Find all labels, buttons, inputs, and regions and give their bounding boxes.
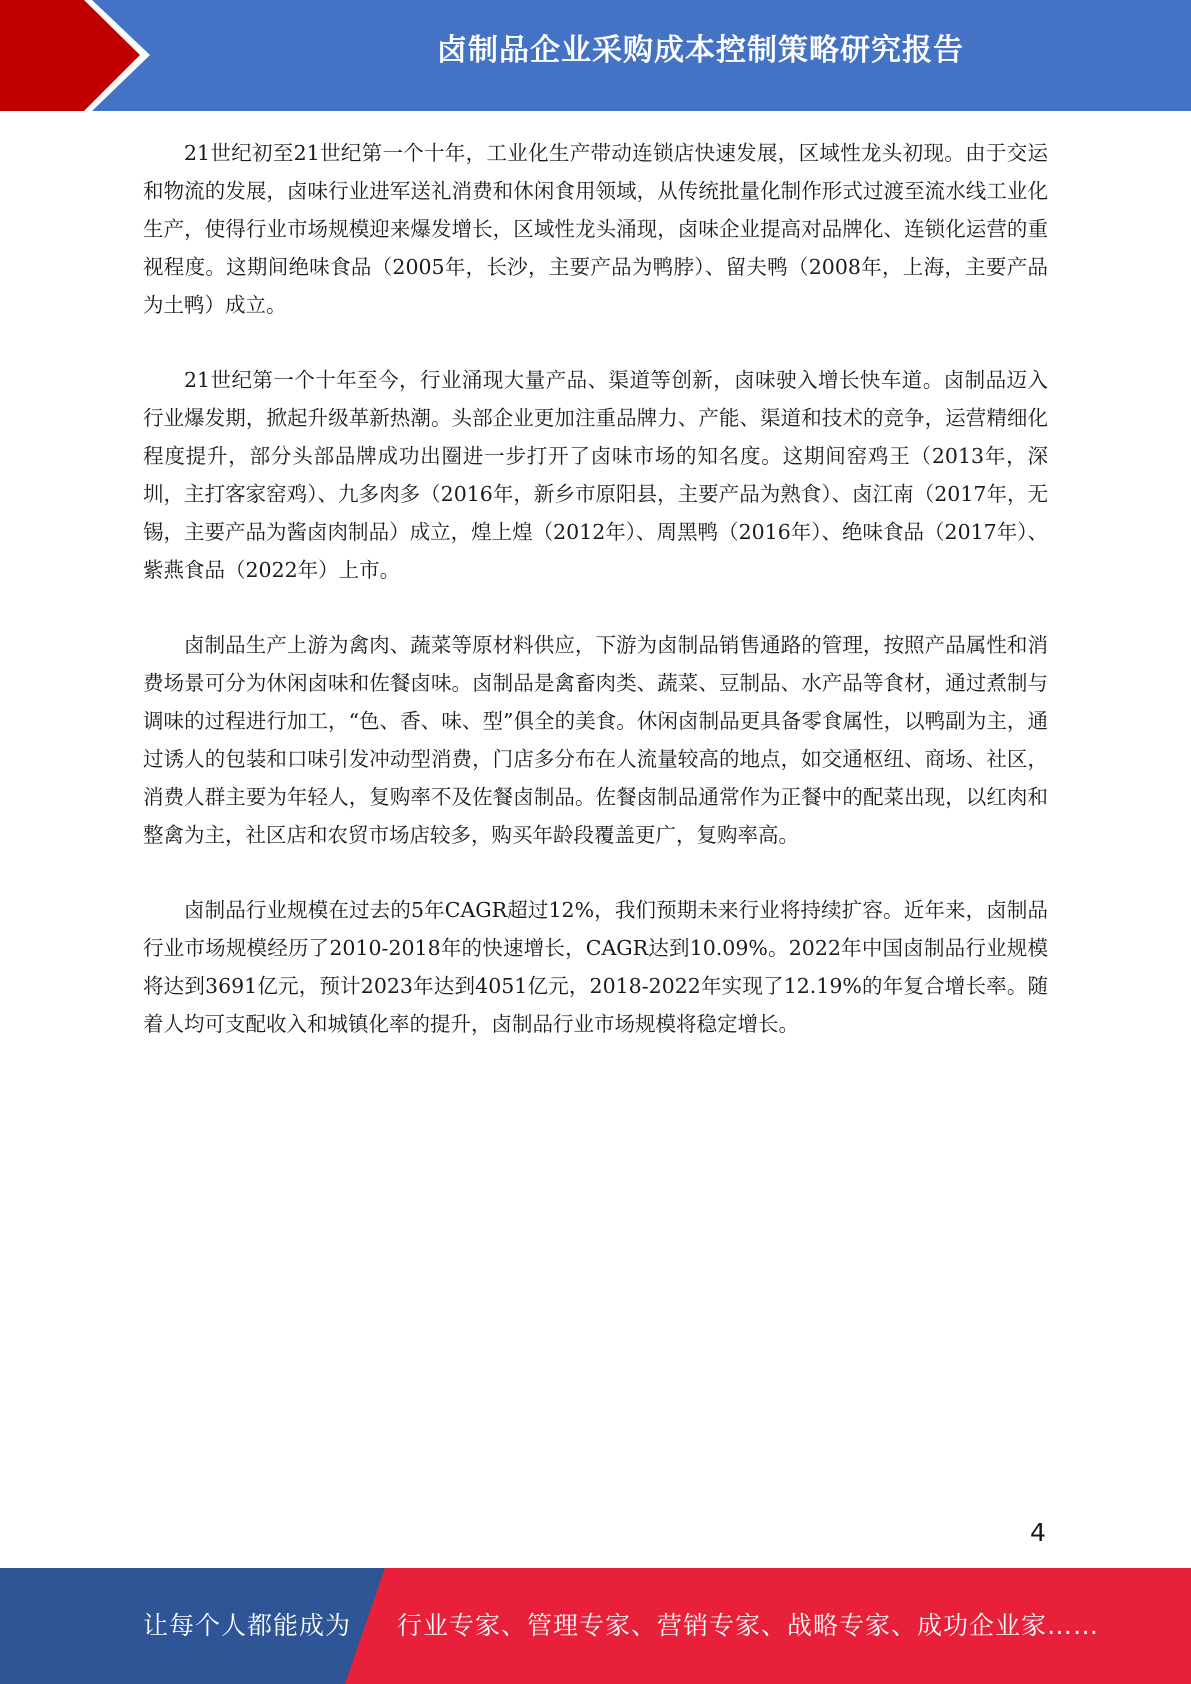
paragraph-1: 21世纪初至21世纪第一个十年，工业化生产带动连锁店快速发展，区域性龙头初现。由于交运和物流的发展，卤味行业进军送礼消费和休闲食用领域，从传统批量化制作形式过渡至流水线工业化生产，使得行业市场规模迎来爆发增长，区域性龙头涌现，卤味企业提高对品牌化、连锁化运营的重视程度。这期间绝味食品（2005年，长沙，主要产品为鸭脖）、留夫鸭（2008年，上海，主要产品为土鸭）成立。 xyxy=(143,141,1048,317)
page-header xyxy=(0,0,1191,111)
page-number: 4 xyxy=(1030,1518,1046,1547)
paragraph-3: 卤制品生产上游为禽肉、蔬菜等原材料供应，下游为卤制品销售通路的管理，按照产品属性和消费场景可分为休闲卤味和佐餐卤味。卤制品是禽畜肉类、蔬菜、豆制品、水产品等食材，通过煮制与调味的过程进行加工，“色、香、味、型”俱全的美食。休闲卤制品更具备零食属性，以鸭副为主，通过诱人的包装和口味引发冲动型消费，门店多分布在人流量较高的地点，如交通枢纽、商场、社区，消费人群主要为年轻人，复购率不及佐餐卤制品。佐餐卤制品通常作为正餐中的配菜出现，以红肉和整禽为主，社区店和农贸市场店较多，购买年龄段覆盖更广，复购率高。 xyxy=(143,633,1048,847)
document-body xyxy=(143,134,1048,1080)
footer-slogan-left: 让每个人都能成为 xyxy=(143,1611,352,1640)
paragraph-4: 卤制品行业规模在过去的5年CAGR超过12%，我们预期未来行业将持续扩容。近年来，卤制品行业市场规模经历了2010-2018年的快速增长，CAGR达到10.09%。2022年中国卤制品行业规模将达到3691亿元，预计2023年达到4051亿元，2018-2022年实现了12.19%的年复合增长率。随着人均可支配收入和城镇化率的提升，卤制品行业市场规模将稳定增长。 xyxy=(143,898,1048,1036)
page-footer xyxy=(0,1568,1191,1684)
paragraph-2: 21世纪第一个十年至今，行业涌现大量产品、渠道等创新，卤味驶入增长快车道。卤制品迈入行业爆发期，掀起升级革新热潮。头部企业更加注重品牌力、产能、渠道和技术的竞争，运营精细化程度提升，部分头部品牌成功出圈进一步打开了卤味市场的知名度。这期间窑鸡王（2013年，深圳，主打客家窑鸡）、九多肉多（2016年，新乡市原阳县，主要产品为熟食）、卤江南（2017年，无锡，主要产品为酱卤肉制品）成立，煌上煌（2012年）、周黑鸭（2016年）、绝味食品（2017年）、紫燕食品（2022年）上市。 xyxy=(143,368,1048,582)
report-title: 卤制品企业采购成本控制策略研究报告 xyxy=(437,33,964,68)
footer-slogan-right: 行业专家、管理专家、营销专家、战略专家、成功企业家…… xyxy=(397,1611,1100,1640)
